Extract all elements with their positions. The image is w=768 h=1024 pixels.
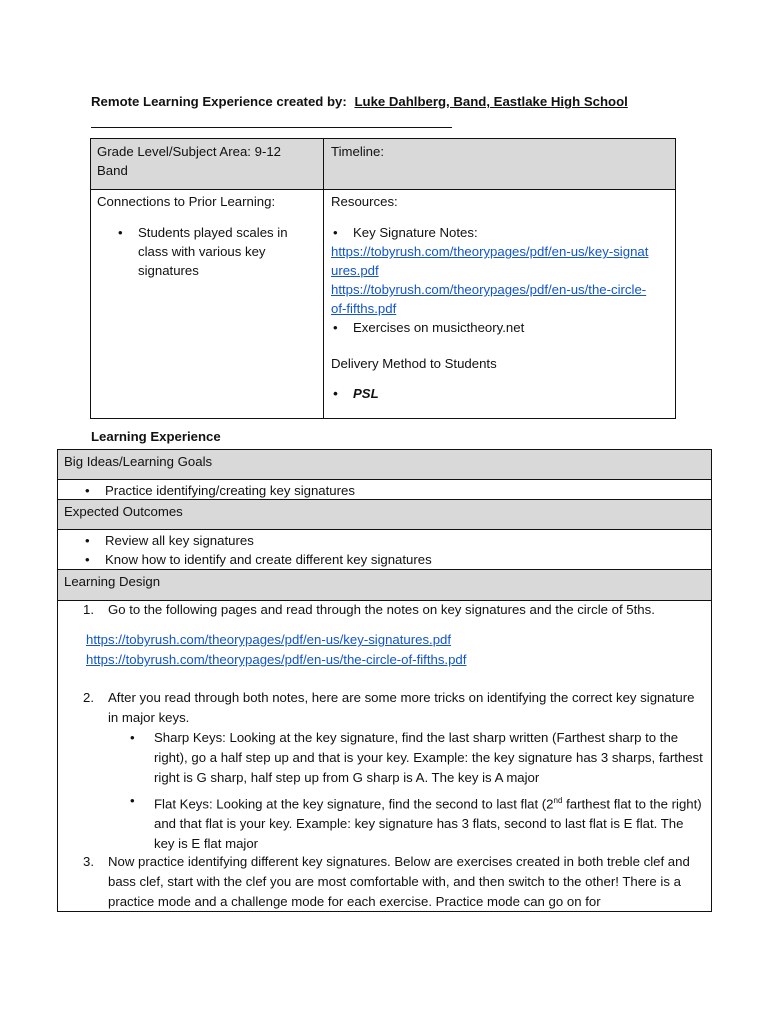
list-item: • Know how to identify and create different key signatures (83, 550, 432, 569)
sharp-keys-item: • Sharp Keys: Looking at the key signature, find the last sharp written (Farthest sharp to the right), go a half step up and that is your key. Example: the key signature has 3 sharps, farthest right is G sharp, half step up from G sharp is A. The key is A major (130, 730, 703, 785)
list-item: • Exercises on musictheory.net (331, 318, 669, 337)
big-ideas-header-row (58, 449, 711, 480)
resources-label: Resources: (331, 194, 398, 209)
connections-list (116, 223, 306, 280)
bullet-icon: • (130, 730, 135, 745)
info-table (90, 138, 676, 419)
resource-link-circle-of-fifths[interactable]: https://tobyrush.com/theorypages/pdf/en-us/the-circle-of-fifths.pdf (331, 282, 647, 316)
design-header-row (58, 569, 711, 601)
list-item: • PSL (331, 384, 379, 403)
connections-label: Connections to Prior Learning: (97, 194, 276, 209)
bullet-icon: • (130, 793, 135, 808)
list-item: • Review all key signatures (83, 531, 432, 550)
resource-link-key-signatures[interactable]: https://tobyrush.com/theorypages/pdf/en-us/key-signatures.pdf (331, 244, 649, 278)
header-rule (91, 127, 452, 128)
list-item: • Key Signature Notes: (331, 223, 669, 242)
design-link-circle-of-fifths[interactable]: https://tobyrush.com/theorypages/pdf/en-us/the-circle-of-fifths.pdf (86, 652, 467, 667)
big-ideas-list (83, 481, 355, 500)
list-item: • Students played scales in class with various key signatures (116, 223, 306, 280)
header-author: Luke Dahlberg, Band, Eastlake High School (354, 94, 628, 109)
design-links (86, 630, 466, 670)
learning-experience-title: Learning Experience (91, 429, 221, 444)
header-label: Remote Learning Experience created by: (91, 94, 347, 109)
flat-keys-item: • Flat Keys: Looking at the key signature, find the second to last flat (2nd farthest flat to the right) and that flat is your key. Example: key signature has 3 flats, second to last flat is E flat. The key is E flat major (130, 793, 702, 852)
timeline-cell: Timeline: (331, 144, 385, 159)
learning-experience-table (57, 449, 712, 912)
design-step-3: 3. Now practice identifying different key signatures. Below are exercises created in both treble clef and bass clef, start with the clef you are most comfortable with, and then switch to the other! There is a practice mode and a challenge mode for each exercise. Practice mode can go on for (83, 854, 690, 909)
grade-level-cell: Grade Level/Subject Area: 9-12 Band (97, 144, 282, 178)
big-ideas-label: Big Ideas/Learning Goals (64, 454, 213, 469)
design-step-2: 2. After you read through both notes, here are some more tricks on identifying the correct key signature in major keys. (83, 690, 695, 725)
header-line (91, 94, 628, 109)
outcomes-list (83, 531, 432, 569)
design-label: Learning Design (64, 574, 161, 589)
outcomes-label: Expected Outcomes (64, 504, 183, 519)
delivery-list (331, 384, 379, 403)
design-link-key-signatures[interactable]: https://tobyrush.com/theorypages/pdf/en-us/key-signatures.pdf (86, 632, 452, 647)
delivery-label: Delivery Method to Students (331, 356, 497, 371)
info-table-divider-horizontal (91, 189, 675, 190)
design-step-1: 1. Go to the following pages and read through the notes on key signatures and the circle of 5ths. (83, 602, 655, 617)
info-table-divider-vertical (323, 139, 324, 418)
resources-list (331, 223, 669, 337)
list-item: • Practice identifying/creating key signatures (83, 481, 355, 500)
outcomes-header-row (58, 499, 711, 530)
